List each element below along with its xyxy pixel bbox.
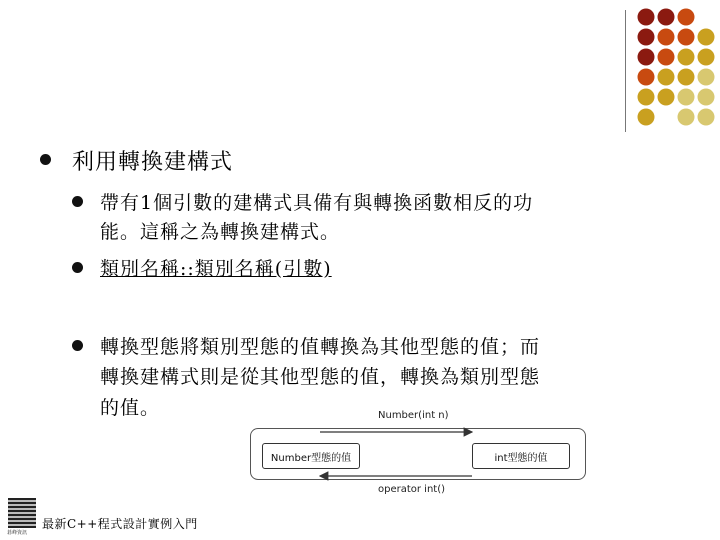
sub-bullet-3-line-1: 轉換型態將類別型態的值轉換為其他型態的值；而 xyxy=(100,336,541,358)
sub-bullet-1-line-2: 能。這稱之為轉換建構式。 xyxy=(100,221,341,243)
decorative-dot xyxy=(698,29,715,46)
publisher-logo xyxy=(8,498,36,528)
diagram-bottom-label: operator int() xyxy=(378,484,446,495)
decorative-dot xyxy=(698,49,715,66)
diagram-right-box: int型態的值 xyxy=(472,443,570,469)
decorative-dot xyxy=(698,69,715,86)
decorative-dot xyxy=(658,9,675,26)
footer-book-title: 最新C++程式設計實例入門 xyxy=(42,517,198,531)
decorative-dot xyxy=(678,29,695,46)
decorative-dot xyxy=(658,69,675,86)
decorative-dot xyxy=(638,89,655,106)
bullet-icon xyxy=(72,196,83,207)
sub-bullet-2-syntax: 類別名稱::類別名稱(引數) xyxy=(100,258,332,280)
decorative-dot xyxy=(638,9,655,26)
decorative-dot xyxy=(638,49,655,66)
bullet-icon xyxy=(72,340,83,351)
decorative-dot xyxy=(638,29,655,46)
decorative-dot xyxy=(698,89,715,106)
decorative-dot xyxy=(658,49,675,66)
sub-bullet-3-line-3: 的值。 xyxy=(100,397,161,419)
publisher-logo-text: 碁峰資訊 xyxy=(7,530,28,536)
bullet-icon xyxy=(72,262,83,273)
decorative-dot xyxy=(678,109,695,126)
diagram-top-label: Number(int n) xyxy=(378,410,449,421)
sub-bullet-3-line-2: 轉換建構式則是從其他型態的值，轉換為類別型態 xyxy=(100,366,541,388)
decorative-dot xyxy=(638,109,655,126)
decorative-dot xyxy=(698,109,715,126)
bullet-icon xyxy=(40,154,51,165)
decorative-dot xyxy=(638,69,655,86)
diagram-left-box: Number型態的值 xyxy=(262,443,360,469)
decorative-vertical-line xyxy=(625,10,626,132)
main-bullet-text: 利用轉換建構式 xyxy=(72,150,234,175)
decorative-dot xyxy=(678,89,695,106)
decorative-dot xyxy=(658,89,675,106)
decorative-dot xyxy=(678,69,695,86)
decorative-dot-grid xyxy=(0,0,720,140)
sub-bullet-1-line-1: 帶有1個引數的建構式具備有與轉換函數相反的功 xyxy=(100,192,534,214)
decorative-dot xyxy=(658,29,675,46)
decorative-dot xyxy=(678,9,695,26)
diagram-arrows xyxy=(250,425,590,483)
decorative-dot xyxy=(678,49,695,66)
